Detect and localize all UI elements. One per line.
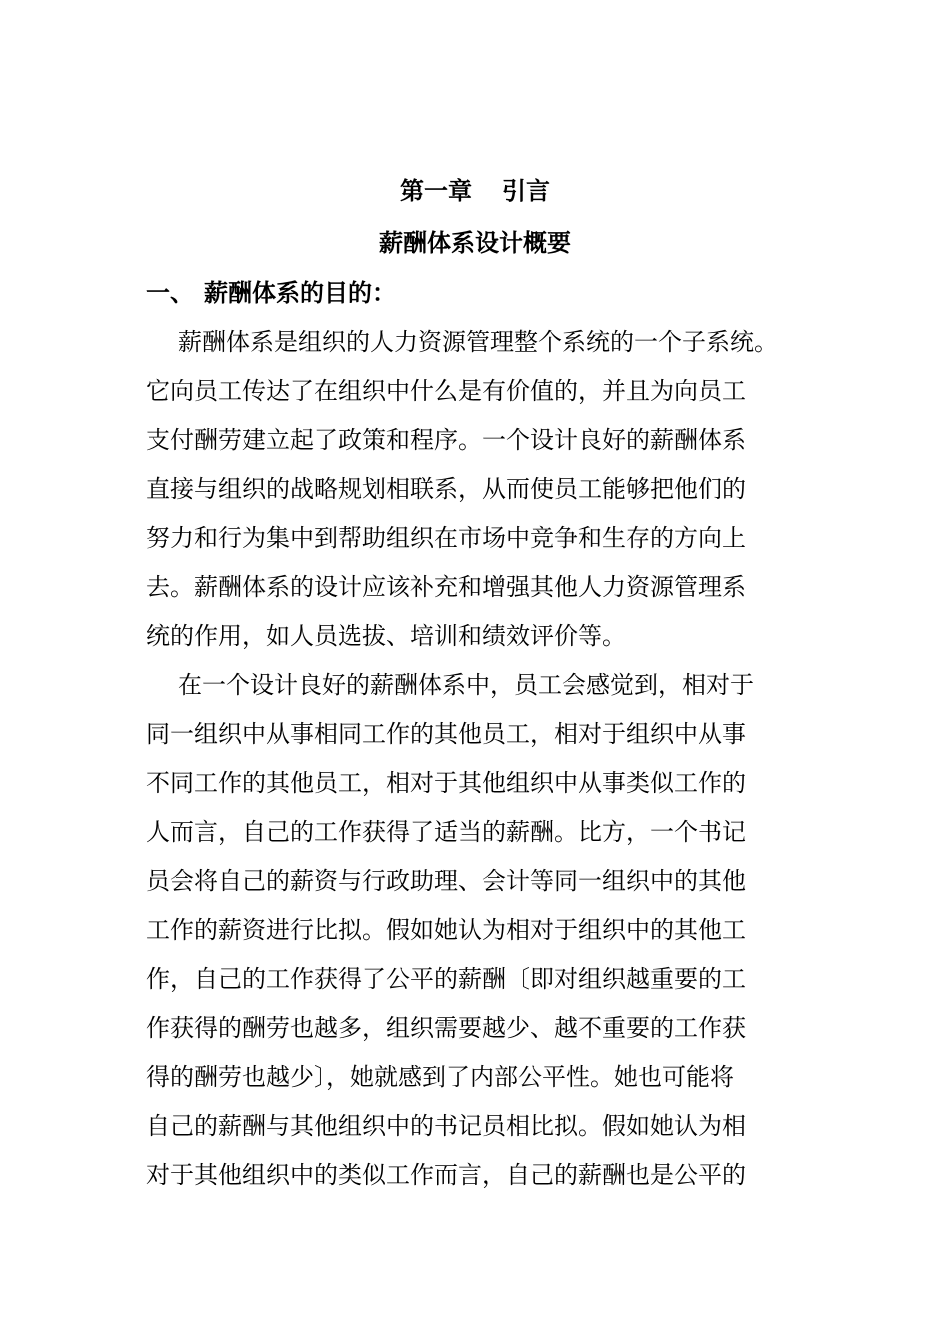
paragraph-line: 直接与组织的战略规划相联系，从而使员工能够把他们的 xyxy=(146,475,746,503)
paragraph-line: 同一组织中从事相同工作的其他员工，相对于组织中从事 xyxy=(146,720,746,748)
section-number: 一、 xyxy=(146,279,194,307)
paragraph-line: 工作的薪资进行比拟。假如她认为相对于组织中的其他工 xyxy=(146,916,746,944)
paragraph-line: 得的酬劳也越少〕，她就感到了内部公平性。她也可能将 xyxy=(146,1063,734,1091)
section-title: 薪酬体系的目的： xyxy=(204,279,396,307)
paragraph-line: 作获得的酬劳也越多，组织需要越少、越不重要的工作获 xyxy=(146,1014,746,1042)
paragraph-1 xyxy=(146,318,806,661)
body-text xyxy=(146,318,806,1200)
paragraph-line: 支付酬劳建立起了政策和程序。一个设计良好的薪酬体系 xyxy=(146,426,746,454)
paragraph-line: 对于其他组织中的类似工作而言，自己的薪酬也是公平的 xyxy=(146,1161,746,1189)
paragraph-line: 去。薪酬体系的设计应该补充和增强其他人力资源管理系 xyxy=(146,573,746,601)
paragraph-line: 努力和行为集中到帮助组织在市场中竞争和生存的方向上 xyxy=(146,524,746,552)
paragraph-line: 统的作用，如人员选拔、培训和绩效评价等。 xyxy=(146,622,626,650)
paragraph-line: 作，自己的工作获得了公平的薪酬〔即对组织越重要的工 xyxy=(146,965,746,993)
paragraph-line: 自己的薪酬与其他组织中的书记员相比拟。假如她认为相 xyxy=(146,1112,746,1140)
section-heading xyxy=(146,274,396,312)
paragraph-line: 薪酬体系是组织的人力资源管理整个系统的一个子系统。 xyxy=(178,328,778,356)
paragraph-line: 不同工作的其他员工，相对于其他组织中从事类似工作的 xyxy=(146,769,746,797)
paragraph-line: 它向员工传达了在组织中什么是有价值的，并且为向员工 xyxy=(146,377,746,405)
paragraph-2 xyxy=(146,661,806,1200)
chapter-name: 引言 xyxy=(502,177,550,205)
chapter-title xyxy=(0,172,950,210)
chapter-number: 第一章 xyxy=(400,177,472,205)
document-subtitle: 薪酬体系设计概要 xyxy=(379,229,571,257)
paragraph-line: 在一个设计良好的薪酬体系中，员工会感觉到，相对于 xyxy=(178,671,754,699)
paragraph-line: 员会将自己的薪资与行政助理、会计等同一组织中的其他 xyxy=(146,867,746,895)
paragraph-line: 人而言，自己的工作获得了适当的薪酬。比方，一个书记 xyxy=(146,818,746,846)
